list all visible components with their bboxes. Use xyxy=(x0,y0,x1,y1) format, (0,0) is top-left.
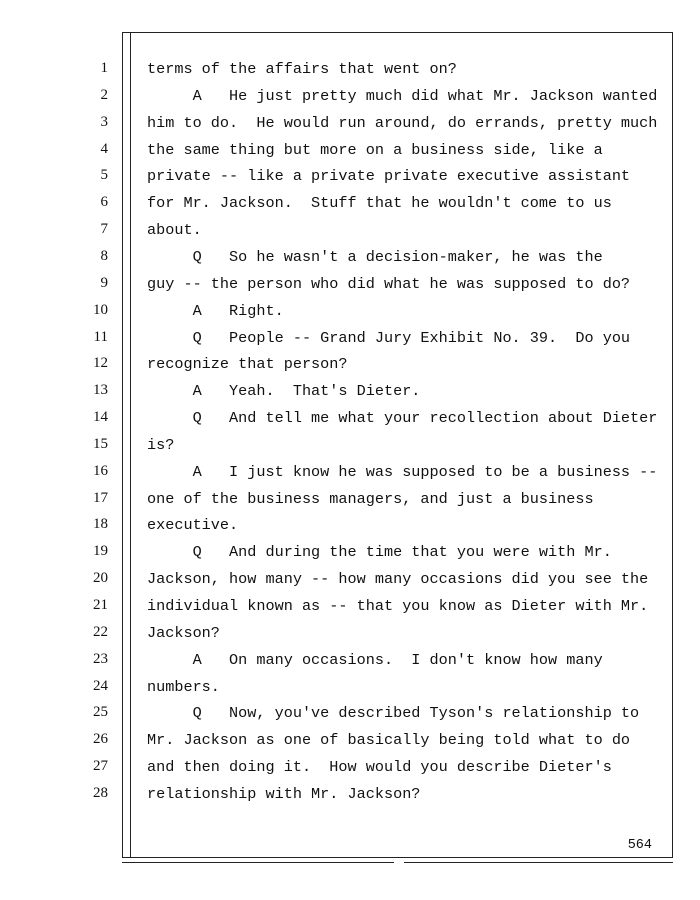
line-number: 12 xyxy=(93,355,108,372)
line-number: 5 xyxy=(100,167,108,184)
transcript-line: is? xyxy=(147,435,175,454)
line-number: 16 xyxy=(93,462,108,479)
line-number: 22 xyxy=(93,623,108,640)
transcript-line: relationship with Mr. Jackson? xyxy=(147,784,421,803)
transcript-line: executive. xyxy=(147,516,239,535)
line-number: 24 xyxy=(93,677,108,694)
transcript-line: Jackson, how many -- how many occasions did you see the xyxy=(147,570,649,589)
transcript-line: A He just pretty much did what Mr. Jackson wanted xyxy=(147,86,658,105)
line-number: 2 xyxy=(100,86,108,103)
line-number: 28 xyxy=(93,784,108,801)
line-number: 17 xyxy=(93,489,108,506)
transcript-line: Mr. Jackson as one of basically being told what to do xyxy=(147,731,631,750)
line-number: 19 xyxy=(93,543,108,560)
line-number: 26 xyxy=(93,731,108,748)
transcript-line: about. xyxy=(147,221,202,240)
transcript-line: him to do. He would run around, do errands, pretty much xyxy=(147,113,658,132)
transcript-line: A Yeah. That's Dieter. xyxy=(147,382,421,401)
line-number: 8 xyxy=(100,247,108,264)
transcript-line: Q And during the time that you were with Mr. xyxy=(147,543,612,562)
transcript-line: guy -- the person who did what he was supposed to do? xyxy=(147,274,631,293)
transcript-line: recognize that person? xyxy=(147,355,348,374)
transcript-line: A I just know he was supposed to be a business -- xyxy=(147,462,658,481)
margin-rule xyxy=(130,32,131,858)
line-number: 1 xyxy=(100,60,108,76)
transcript-line: Q So he wasn't a decision-maker, he was the xyxy=(147,247,603,266)
line-number: 18 xyxy=(93,516,108,533)
line-number: 6 xyxy=(100,194,108,211)
line-number: 23 xyxy=(93,650,108,667)
line-number: 13 xyxy=(93,382,108,399)
transcript-line: numbers. xyxy=(147,677,220,696)
transcript-line: one of the business managers, and just a business xyxy=(147,489,594,508)
line-number: 21 xyxy=(93,597,108,613)
line-number: 20 xyxy=(93,570,108,587)
transcript-line: the same thing but more on a business side, like a xyxy=(147,140,603,159)
transcript-line: Jackson? xyxy=(147,623,220,642)
line-number: 7 xyxy=(100,221,108,238)
page-number: 564 xyxy=(627,838,652,853)
transcript-line: private -- like a private private executive assistant xyxy=(147,167,631,186)
line-number: 11 xyxy=(93,328,108,345)
line-number: 3 xyxy=(100,113,108,130)
transcript-line: A On many occasions. I don't know how many xyxy=(147,650,603,669)
line-number: 25 xyxy=(93,704,108,721)
bottom-rule-left xyxy=(122,862,394,863)
line-number: 27 xyxy=(93,758,108,775)
transcript-line: Q People -- Grand Jury Exhibit No. 39. Do you xyxy=(147,328,631,347)
transcript-line: individual known as -- that you know as Dieter with Mr. xyxy=(147,597,649,615)
transcript-line: for Mr. Jackson. Stuff that he wouldn't come to us xyxy=(147,194,612,213)
bottom-rule-right xyxy=(404,862,673,863)
line-number: 10 xyxy=(93,301,108,318)
transcript-line: Q And tell me what your recollection about Dieter xyxy=(147,409,658,428)
transcript-line: terms of the affairs that went on? xyxy=(147,60,457,78)
transcript-line: Q Now, you've described Tyson's relationship to xyxy=(147,704,640,723)
line-number: 15 xyxy=(93,435,108,452)
line-number: 4 xyxy=(100,140,108,157)
transcript-line: and then doing it. How would you describe Dieter's xyxy=(147,758,612,777)
transcript-line: A Right. xyxy=(147,301,284,320)
line-number: 14 xyxy=(93,409,108,426)
line-number: 9 xyxy=(100,274,108,291)
